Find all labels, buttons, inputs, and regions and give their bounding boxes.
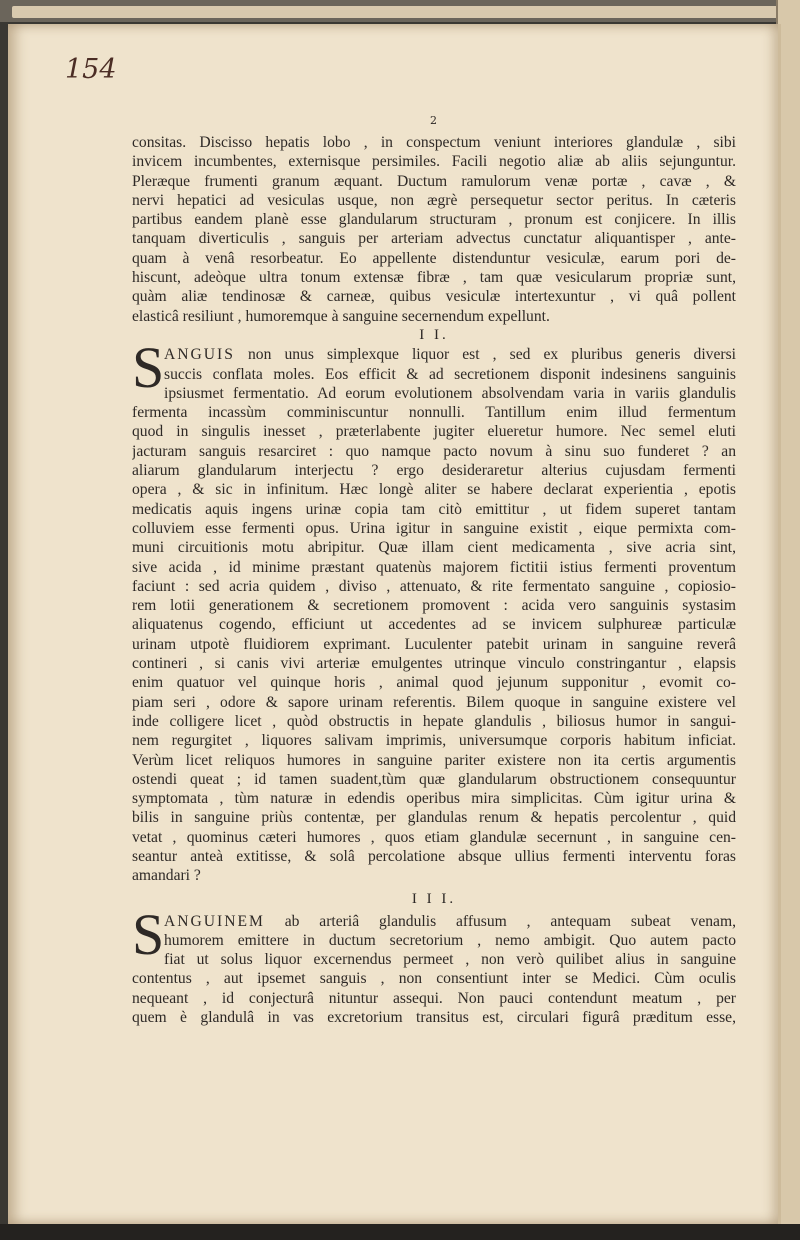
text-line: aliarum glandularum interjectu ? ergo desideraretur alterius cujusdam fermenti xyxy=(132,462,736,480)
signature-mark: 2 xyxy=(430,114,437,127)
previous-page-edge xyxy=(12,6,782,18)
paragraph-block1 xyxy=(132,133,736,326)
text-line xyxy=(164,345,736,364)
text-line: ostendi queat ; id tamen suadent,tùm quæ glandularum obstructionem consequuntur xyxy=(132,770,736,788)
text-line: seantur anteà extitisse, & solâ percolatione absque ullius fermenti interventu foras xyxy=(132,847,736,865)
section-heading-3: I I I. xyxy=(411,890,457,907)
text-line: Pleræque frumenti granum æquant. Ductum ramulorum venæ portæ , cavæ , & xyxy=(132,172,736,190)
text-line: enim quatuor vel quinque horis , animal quod jejunum supponitur , evomit co- xyxy=(132,674,736,692)
text-line: quod in singulis inesset , præterlabente jugiter elueretur humore. Nec semel eluti xyxy=(132,423,736,441)
text-line: nervi hepatici ad vesiculas usque, non ægrè persequetur sector peritus. In cæteris xyxy=(132,191,736,209)
text-line: piam seri , odore & sapore urinam referentis. Bilem quoque in sanguine existere vel xyxy=(132,693,736,711)
text-line: quem è glandulâ in vas excretorium transitus est, circulari figurâ præditum esse, xyxy=(132,1009,736,1027)
text-line: symptomata , tùm naturæ in edendis operibus mira simplicitas. Cùm igitur urina & xyxy=(132,790,736,808)
text-line: faciunt : sed acria quidem , diviso , attenuato, & rite fermentato sanguine , copiosio- xyxy=(132,577,736,595)
text-line: invicem incumbentes, externisque persimiles. Facili negotio aliæ ab aliis sejunguntur. xyxy=(132,153,736,171)
text-line: sive acida , id minime præstant quatenùs majorem fictitii istius fermenti proventum xyxy=(132,558,736,576)
text-line: aliquatenus cogendo, efficiunt ut accedentes ad se invicem sulphureæ particulæ xyxy=(132,616,736,634)
text-line: rem lotii generationem & secretionem promovent : acida vero sanguinis systasim xyxy=(132,597,736,615)
page-text xyxy=(132,133,736,1027)
text-line: quam à venâ resorbeatur. Eo appellente distenduntur vesiculæ, earum pori de- xyxy=(132,249,736,267)
text-line: muni circuitionis motu abripitur. Quæ illam cient medicamenta , sive acria sint, xyxy=(132,539,736,557)
text-line: amandari ? xyxy=(132,867,201,885)
text-line: succis conflata moles. Eos efficit & ad secretionem disponit indesinens sanguinis xyxy=(164,365,736,383)
text-line-rest: ab arteriâ glandulis affusum , antequam subeat venam, xyxy=(264,912,736,930)
text-line: urinam utpotè fluidiorem exprimant. Luculenter patebit urinam in sanguine reverâ xyxy=(132,635,736,653)
text-line: hiscunt, adeòque ultra tonum extensæ fibræ , tam quæ vesicularum propriæ sunt, xyxy=(132,269,736,287)
text-line: nem regurgitet , liquores salivam imprimis, universumque corporis habitum inficiat. xyxy=(132,732,736,750)
text-line: ipsiusmet fermentatio. Ad eorum evolutionem absolvendam varia in variis glandulis xyxy=(164,384,736,402)
text-line-rest: non unus simplexque liquor est , sed ex pluribus generis diversi xyxy=(234,346,736,364)
text-line: nequeant , id conjecturâ nituntur assequi. Non pauci contendunt meatum , per xyxy=(132,989,736,1007)
text-line: inde colligere licet , quòd obstructis in hepate glandulis , biliosus humor in sangui- xyxy=(132,712,736,730)
book-bottom-edge xyxy=(0,1224,800,1240)
text-line: jacturam sanguis resarciret : quo namque pacto novum à sinu suo funderet ? an xyxy=(132,442,736,460)
text-line: fermenta incassùm comminiscuntur nonnulli. Tantillum enim illud fermentum xyxy=(132,404,736,422)
lead-word: ANGUINEM xyxy=(164,912,265,930)
paragraph-section-3 xyxy=(132,901,736,1028)
text-line: elasticâ resiliunt , humoremque à sanguine secernendum expellunt. xyxy=(132,307,550,325)
text-line: colluviem esse fermenti opus. Urina igitur in sanguine existit , eique permixta com- xyxy=(132,519,736,537)
text-line: tanquam diverticulis , sanguis per arteriam advectus cunctatur aliquantisper , ante- xyxy=(132,230,736,248)
text-line: contineri , si canis vivi arteriæ emulgentes utrinque vinculo constringantur , elapsis xyxy=(132,655,736,673)
text-line: medicatis aquis ingens urinæ copia tam citò emittitur , ut fidem superet tantam xyxy=(132,500,736,518)
text-line: humorem emittere in ductum secretorium , nemo ambigit. Quo autem pacto xyxy=(164,931,736,949)
section-heading-2: I I. xyxy=(419,326,449,343)
text-line: partibus eandem planè esse glandularum structuram , pronum est conjicere. In illis xyxy=(132,211,736,229)
paragraph-section-2 xyxy=(132,335,736,885)
book-top-edge xyxy=(0,0,800,22)
lead-word: ANGUIS xyxy=(164,346,235,364)
text-line: consitas. Discisso hepatis lobo , in conspectum veniunt interiores glandulæ , sibi xyxy=(132,134,736,151)
text-line xyxy=(164,912,736,931)
drop-cap: S xyxy=(132,901,165,967)
text-line: opera , & sic in infinitum. Hæc longè aliter se habere declarat experientia , epotis xyxy=(132,481,736,499)
text-line: bilis in sanguine priùs contentæ, per glandulas renum & hepatis percolentur , quid xyxy=(132,809,736,827)
text-line: Verùm licet reliquos humores in sanguine pariter existere non ita certis argumentis xyxy=(132,751,736,769)
text-line: quàm aliæ tendinosæ & carneæ, quibus vesiculæ intertexuntur , vi quâ pollent xyxy=(132,288,736,306)
text-line: contentus , aut ipsemet sanguis , non consentiunt inter se Medici. Cùm oculis xyxy=(132,970,736,988)
drop-cap: S xyxy=(132,335,165,401)
text-line: vetat , quominus cæteri humores , quos etiam glandulæ secernunt , in sanguine cen- xyxy=(132,828,736,846)
page-number: 154 xyxy=(65,54,117,85)
text-line: fiat ut solus liquor excernendus permeet , non verò quilibet alius in sanguine xyxy=(164,951,736,969)
